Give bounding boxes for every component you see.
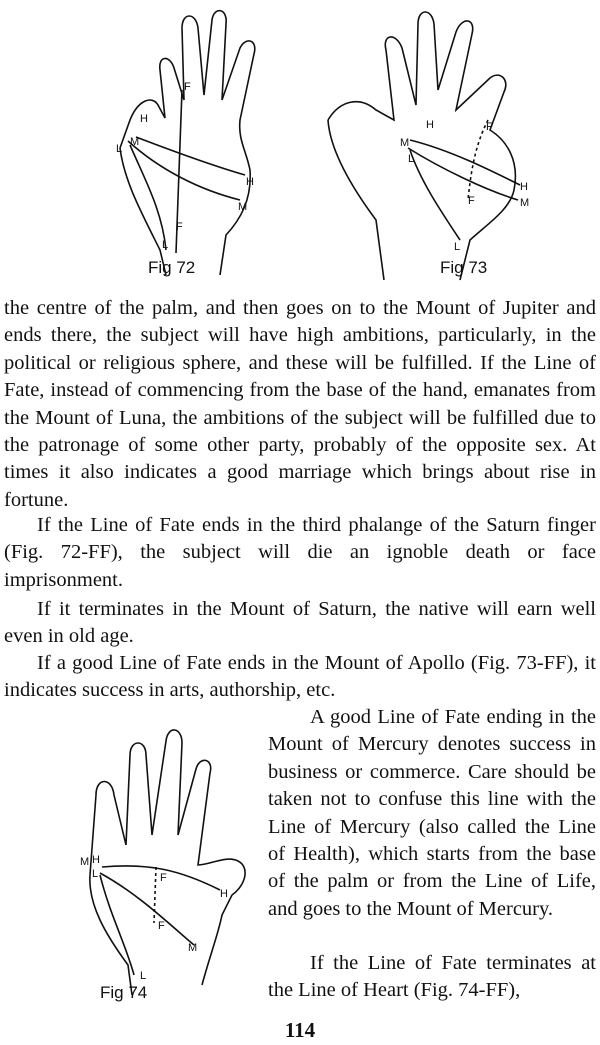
- line-of-head: [100, 873, 194, 945]
- label-f-top: F: [160, 872, 167, 884]
- line-of-heart: [136, 137, 245, 175]
- figure-74-caption: Fig 74: [100, 983, 148, 1002]
- label-m-left: M: [80, 856, 90, 868]
- paragraph-1: the centre of the palm, and then goes on to the Mount of Jupiter and ends there, the subject will have high ambitions, particularly, in the political or religious sphere, and these will be fulfilled. If the Line of Fate, instead of commencing from the base of the hand, emanates from the Mount of Luna, the ambitions of the subject will be fulfilled due to the patronage of some other party, probably of the opposite sex. At times it also indicates a good marriage which brings about rise in fortune.: [4, 297, 596, 511]
- thumb-base: [120, 148, 169, 275]
- line-of-fate: [154, 867, 156, 923]
- line-of-life: [100, 875, 134, 975]
- line-of-head: [408, 148, 518, 200]
- figure-72-caption: Fig 72: [148, 258, 196, 277]
- label-l: L: [116, 143, 123, 155]
- label-l: L: [408, 153, 415, 165]
- thumb-base: [328, 120, 384, 280]
- hand-outline: [90, 730, 245, 985]
- label-l-bottom: L: [454, 241, 461, 253]
- label-h-right: H: [520, 181, 528, 193]
- label-l: L: [92, 868, 99, 880]
- page-number: 114: [284, 1018, 316, 1042]
- label-f-bottom: F: [158, 920, 165, 932]
- label-h-right: H: [246, 176, 254, 188]
- label-f-bottom: F: [468, 195, 475, 207]
- label-l-bottom: L: [162, 239, 169, 251]
- figure-73-caption: Fig 73: [440, 258, 488, 277]
- hand-diagram-72: [100, 0, 280, 280]
- label-h-right: H: [220, 888, 228, 900]
- paragraph-2: If the Line of Fate ends in the third phalange of the Saturn finger (Fig. 72-FF), the subject will die an ignoble death or face imprisonment.: [4, 514, 596, 591]
- label-m-left: M: [400, 137, 410, 149]
- paragraph-4: If a good Line of Fate ends in the Mount of Apollo (Fig. 73-FF), it indicates success in arts, authorship, etc.: [4, 652, 596, 702]
- label-m-right: M: [520, 197, 530, 209]
- label-l-bottom: L: [140, 970, 147, 982]
- label-f-bottom: F: [176, 221, 183, 233]
- thumb-base: [90, 875, 132, 995]
- hand-diagram-74: [70, 715, 270, 1005]
- line-of-head: [128, 141, 240, 200]
- label-h-left: H: [92, 854, 100, 866]
- figure-74: [70, 715, 270, 1005]
- hand-diagram-73: [320, 0, 530, 285]
- paragraph-5: A good Line of Fate ending in the Mount of Mercury denotes success in business or commerce. Care should be taken not to confuse this line with the Line of Mercury (also called the Line of Health), which starts from the base of the palm or from the Line of Life, and goes to the Mount of Mercury.: [268, 706, 596, 920]
- label-h-left: H: [426, 119, 434, 131]
- label-m-right: M: [238, 201, 248, 213]
- figure-72: [100, 0, 280, 280]
- label-h-left: H: [140, 113, 148, 125]
- label-f-top: F: [486, 121, 493, 133]
- paragraph-3: If it terminates in the Mount of Saturn, the native will earn well even in old age.: [4, 598, 596, 648]
- figure-73: [320, 0, 530, 285]
- hand-outline: [120, 11, 255, 275]
- label-m-left: M: [130, 136, 140, 148]
- label-m-right: M: [188, 942, 198, 954]
- label-f-top: F: [184, 81, 191, 93]
- paragraph-6: If the Line of Fate terminates at the Line of Heart (Fig. 74-FF),: [268, 952, 596, 1002]
- hand-outline: [328, 12, 515, 280]
